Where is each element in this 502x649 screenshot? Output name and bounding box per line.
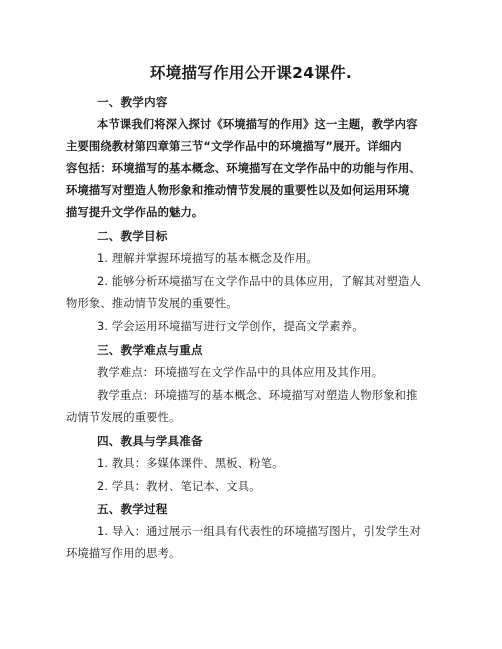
list-item: 1. 理解并掌握环境描写的基本概念及作用。 — [97, 252, 318, 265]
section-heading-teaching-content: 一、教学内容 — [97, 95, 168, 109]
list-item: 3. 学会运用环境描写进行文学创作，提高文学素养。 — [97, 320, 364, 333]
list-item: 1. 导入：通过展示一组具有代表性的环境描写图片，引发学生对 — [97, 525, 421, 538]
paragraph-line: 教学难点：环境描写在文学作品中的具体应用及其作用。 — [97, 366, 384, 379]
paragraph-line: 环境描写对塑造人物形象和推动情节发展的重要性以及如何运用环境 — [66, 184, 410, 197]
paragraph-line: 容包括：环境描写的基本概念、环境描写在文学作品中的功能与作用、 — [66, 162, 421, 175]
list-item-continuation: 物形象、推动情节发展的重要性。 — [66, 297, 238, 310]
list-item-continuation: 环境描写作用的思考。 — [66, 547, 181, 560]
paragraph-line: 描写提升文学作品的魅力。 — [66, 206, 204, 219]
section-heading-teaching-goals: 二、教学目标 — [97, 229, 168, 243]
paragraph-line: 教学重点：环境描写的基本概念、环境描写对塑造人物形象和推 — [97, 389, 418, 402]
document-title: 环境描写作用公开课24课件. — [149, 64, 353, 82]
section-heading-teaching-aids: 四、教具与学具准备 — [97, 434, 203, 448]
section-heading-teaching-process: 五、教学过程 — [97, 502, 168, 516]
paragraph-line: 本节课我们将深入探讨《环境描写的作用》这一主题，教学内容 — [97, 118, 418, 131]
list-item: 2. 学具：教材、笔记本、文具。 — [97, 480, 261, 493]
section-heading-difficulties-and-focus: 三、教学难点与重点 — [97, 343, 203, 357]
paragraph-line: 主要围绕教材第四章第三节“文学作品中的环境描写”展开。详细内 — [66, 140, 402, 153]
list-item: 1. 教具：多媒体课件、黑板、粉笔。 — [97, 457, 284, 470]
list-item: 2. 能够分析环境描写在文学作品中的具体应用，了解其对塑造人 — [97, 275, 421, 288]
paragraph-line: 动情节发展的重要性。 — [66, 411, 181, 424]
